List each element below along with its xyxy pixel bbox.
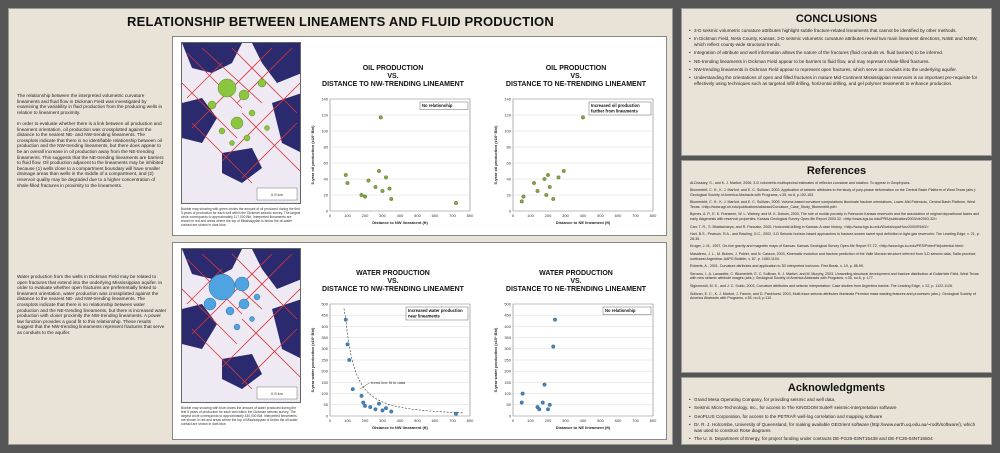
data-point: [557, 176, 561, 180]
data-point: [551, 197, 555, 201]
reference-text: Byrnes, A. P., E. K. Franseen, W. L. Watney, and M. K. Dubois, 2003, The role of moldic porosity in Paleozoic Kansas reservoirs and the association of original depositional facies and early diagenesis with reservoir properties: Kansas Geological Survey Open-file Report 2003-32. <http://www.kgs.ku.edu/PRS/publication/2003/ofr2003-32/>: [690, 212, 980, 221]
data-point: [543, 177, 547, 181]
y-tick-label: 60: [323, 160, 328, 166]
y-tick-label: 200: [504, 368, 511, 374]
data-point: [520, 401, 524, 405]
reference-item: [682, 244, 991, 248]
reference-text: Masaferro, J. L., M. Bulnes, J. Poblet, and N. Casson, 2003, Kinematic evolution and fracture prediction of the Valle Morado structure inferred from 3-D seismic data, Salta province, northwest Argentina: AAPG Bulletin, v. 87, p. 1083-1104.: [690, 252, 977, 261]
data-point: [553, 318, 557, 322]
x-tick-label: 800: [466, 213, 474, 218]
x-tick-label: 800: [649, 418, 657, 423]
data-point: [389, 197, 393, 201]
conclusion-text: NE-trending lineaments in Dickman Field appear to be barriers to fluid flow, and may represent shale-filled fractures.: [694, 58, 930, 64]
conclusion-item: [682, 75, 991, 86]
oil-ne-plot: [491, 93, 661, 235]
x-tick-label: 700: [632, 213, 639, 218]
reference-text: Blumentritt, C. H., K. J. Marfurt, and E. C. Sullivan, 2003, Application of seismic attributes to the study of poly-phase deformation on the Central Basin Platform of West Texas (abs.): Geological Society of America Abstracts with Programs, v.35, no.6, p.152-153.: [690, 188, 977, 197]
acknowledgments-list: [682, 397, 991, 441]
data-point: [544, 193, 548, 197]
conclusion-text: NW-trending lineaments in Dickman Field appear to represent open fractures, which serve as conduits into the underlying aquifer.: [694, 67, 957, 73]
oil-panel: [172, 36, 667, 236]
data-point: [360, 394, 364, 398]
data-point: [347, 358, 351, 362]
water-bubble-map: [181, 248, 301, 403]
x-tick-label: 0: [511, 418, 515, 423]
references-heading: References: [806, 165, 867, 177]
water-map-graphic: [182, 249, 301, 403]
oil-nw-title-3: DISTANCE TO NW-TRENDING LINEAMENT: [322, 81, 464, 88]
data-point: [389, 410, 393, 414]
y-tick-label: 50: [506, 402, 511, 408]
y-tick-label: 140: [321, 96, 328, 102]
data-point: [521, 392, 525, 396]
bullet-icon: •: [689, 422, 691, 428]
data-point: [537, 407, 541, 411]
main-panel: [8, 8, 673, 445]
data-point: [351, 387, 355, 391]
reference-text: Kruger, J. M., 1997, On-line gravity and magnetic maps of Kansas: Kansas Geological Survey Open-file Report 97-72, <http://www.kgs.ku.edu/PRS/PotenFld/potential.html>: [690, 244, 964, 249]
conclusion-item: [682, 28, 991, 33]
water-map-caption: Bubble map showing with blue circles the amount of water produced during the first 5 years of production for each well within the Dickman seismic survey. The largest circle corresponds to approximately 430,000 Bbl. Interpreted lineaments are shown in red and areas where the top of Mississippian is below the oil-water contact are shown in dark blue.: [181, 406, 298, 426]
bullet-icon: •: [689, 28, 691, 33]
acknowledgments-box: [681, 377, 992, 445]
x-tick-label: 500: [597, 418, 604, 423]
data-point: [546, 407, 550, 411]
water-ne-chart: [491, 270, 661, 440]
conclusions-box: [681, 8, 992, 156]
y-tick-label: 50: [323, 402, 328, 408]
poster-title: RELATIONSHIP BETWEEN LINEAMENTS AND FLUID PRODUCTION: [127, 14, 554, 29]
reference-item: [682, 292, 991, 301]
x-tick-label: 400: [396, 418, 404, 423]
y-axis-label: 5-year oil production (x10³ Bbl): [493, 125, 498, 185]
data-point: [541, 401, 545, 405]
reference-item: [682, 264, 991, 268]
water-nw-chart: [308, 270, 478, 440]
y-tick-label: 80: [506, 144, 511, 150]
y-tick-label: 100: [504, 128, 511, 134]
plot-area: [330, 99, 470, 211]
x-tick-label: 200: [544, 418, 552, 423]
data-point: [379, 116, 383, 120]
reference-item: [682, 212, 991, 221]
water-ne-title-1: WATER PRODUCTION: [539, 270, 613, 277]
x-tick-label: 600: [431, 418, 439, 423]
y-tick-label: 0: [325, 208, 328, 214]
y-tick-label: 250: [504, 357, 511, 363]
reference-item: [682, 272, 991, 281]
y-tick-label: 150: [504, 379, 511, 385]
water-panel: [172, 242, 667, 440]
data-point: [377, 169, 381, 173]
y-tick-label: 0: [508, 413, 511, 419]
conclusion-item: [682, 50, 991, 55]
water-nw-title-2: VS.: [387, 278, 399, 285]
y-tick-label: 400: [504, 323, 511, 329]
data-point: [363, 195, 367, 199]
acknowledgment-text: GeoPLUS Corporation, for access to the PETRA® well-log correlation and mapping software: [694, 413, 883, 419]
data-point: [344, 318, 348, 322]
data-point: [454, 412, 458, 416]
reference-item: [682, 188, 991, 197]
x-axis-label: Distance to NE lineament (ft): [555, 220, 611, 225]
x-tick-label: 500: [597, 213, 604, 218]
reference-text: Carr, T. R., S. Bhattacharya, and R. Pancake, 2000, Horizontal drilling in Kansas: A case history, <http://www.kgs.ku.edu/Workshops/Horz2000/R640/>: [690, 224, 929, 229]
y-axis-label: 5-year oil production (x10³ Bbl): [310, 125, 315, 185]
y-tick-label: 450: [504, 312, 511, 318]
acknowledgment-item: [682, 414, 991, 419]
y-tick-label: 140: [504, 96, 511, 102]
x-tick-label: 600: [431, 213, 439, 218]
y-tick-label: 20: [506, 192, 511, 198]
x-tick-label: 300: [379, 418, 386, 423]
y-tick-label: 40: [323, 176, 328, 182]
bullet-icon: •: [689, 58, 691, 64]
reference-text: Sullivan, E. C., K. J. Marfurt, J. Fannin, and D. Pankhurst, 2003, Multi-trace seismic attributes illuminate Permian mass wasting features and processes (abs.): Geological Society of America Abstracts with Programs, v.35, no.6, p.110.: [690, 292, 976, 301]
x-tick-label: 0: [511, 213, 515, 218]
water-map-scale: 0.5 km: [270, 391, 284, 396]
y-axis-label: 5-year water production (x10³ Bbl): [493, 327, 498, 393]
x-tick-label: 300: [379, 213, 386, 218]
data-point: [551, 345, 555, 349]
conclusion-text: Integration of attribute and well information allows the nature of the fractures (fluid conduits vs. fluid barriers) to be inferred.: [694, 50, 944, 56]
reference-text: Hart, B.S., Pearson, R.A., and Rawling, G.C., 2002, 3-D Seismic horizon-based approaches to fracture-swarm sweet spot definition in tight-gas reservoirs: The Leading Edge, v. 21, p. 28-35.: [690, 232, 980, 241]
bullet-icon: •: [689, 397, 691, 402]
data-point: [388, 187, 392, 191]
acknowledgment-text: The U. S. Department of Energy, for project funding under contracts DE-FG26-03NT15438 and DE-FC26-04NT15504: [694, 436, 933, 442]
x-tick-label: 700: [632, 418, 639, 423]
data-point: [374, 185, 378, 189]
y-tick-label: 350: [321, 335, 328, 340]
reference-text: Al-Dossary, S., and K. J. Marfurt, 2006, 3-D volumetric multispectral estimates of reflector curvature and rotation: To appear in Geophysics.: [690, 180, 911, 185]
conclusion-text: In Dickman Field, Ness County, Kansas, 3-D seismic volumetric curvature attributes reveal two main lineament directions, N45E and N45W, which reflect county-wide structural trends.: [694, 36, 978, 47]
y-tick-label: 100: [321, 391, 328, 396]
oil-discussion-text: The relationship between the interpreted volumetric curvature lineaments and fluid flow in Dickman Field was investigated by examining the variability in fluid production from the producing wells in relation to lineament proximity. In order to evaluate whether there is a link between oil production and lineament orientation, oil production was crossplotted against the distance to the nearest NE- and NW-trending lineaments. The crossplots indicate that there is no identifiable relationship between oil production and the NW-trending lineaments, but there does appear to be an overall increase in oil production away from the NE-trending lineaments. This suggests that the NE-trending lineaments are barriers to fluid flow. Oil production adjacent to the lineaments may be inhibited because (1) wells close to a compartment boundary will have smaller drainage areas than wells in the middle of a compartment, and (2) reservoir quality may be degraded due to a higher concentration of shale-filled fractures in proximity to the lineaments.: [17, 93, 164, 188]
data-point: [368, 405, 372, 409]
y-tick-label: 0: [508, 208, 511, 214]
water-discussion-text: Water production from the wells in Dickman Field may be related to open fractures that extend into the underlying Mississippian aquifer. In order to evaluate whether open fractures are preferentially linked to lineament orientation, water production was crossplotted against the distance to the nearest NE- and NW-trending lineaments. The crossplots indicate that there is no relationship between water production and the NE-trending lineaments, but there is increased water production with closer proximity the NW-trending lineaments. A power law function provides a good fit to this relationship. These results suggest that the NW-trending lineaments represent fractures that serve as conduits to the aquifer.: [17, 274, 167, 335]
acknowledgment-text: Seismic Micro-Technology, Inc., for access to The KINGDOM Suite® seismic-interpretation software: [694, 405, 897, 411]
y-tick-label: 300: [504, 346, 511, 352]
x-tick-label: 800: [649, 213, 657, 218]
x-tick-label: 100: [527, 418, 534, 423]
acknowledgment-item: [682, 436, 991, 441]
reference-text: Blumentritt, C. H., K. J. Marfurt, and E. C. Sullivan, 2005, Volume-based curvature computations illuminate fracture orientations, Lower-Mid Paleozoic, Central Basin Platform, West Texas. <http://www.agl.uh.edu/publications/abstract/Curvature_Case_Study_Blumentritt.pdf>: [690, 200, 976, 209]
y-tick-label: 80: [323, 144, 328, 150]
x-tick-label: 0: [328, 213, 332, 218]
data-point: [384, 176, 388, 180]
data-point: [536, 189, 540, 193]
x-tick-label: 400: [579, 418, 587, 423]
data-point: [361, 401, 365, 405]
x-tick-label: 100: [344, 213, 351, 218]
water-ne-title-3: DISTANCE TO NE-TRENDING LINEAMENT: [505, 286, 647, 293]
acknowledgment-item: [682, 422, 991, 433]
x-tick-label: 0: [328, 418, 332, 423]
conclusion-text: Understanding the orientations of open and filled fractures in mature Mid-Continent Mississippian reservoirs is an important pre-requisite for effectively using techniques such as targeted infill drilling, horizontal drilling, and gel polymer treatments to enhance production.: [694, 75, 978, 86]
reference-item: [682, 225, 991, 229]
data-point: [374, 407, 378, 411]
x-tick-label: 800: [466, 418, 474, 423]
data-point: [454, 201, 458, 205]
y-tick-label: 400: [321, 323, 328, 329]
annotation-text: No relationship: [422, 103, 453, 108]
trend-label: trend line fit to data: [371, 379, 406, 385]
x-axis-label: Distance to NW lineament (ft): [372, 220, 428, 225]
data-point: [346, 343, 350, 347]
y-tick-label: 0: [325, 413, 328, 419]
acknowledgment-item: [682, 405, 991, 410]
annotation-text: Increased water production: [408, 308, 463, 313]
y-tick-label: 300: [321, 346, 328, 352]
bullet-icon: •: [689, 405, 691, 411]
reference-item: [682, 284, 991, 288]
conclusion-item: [682, 59, 991, 64]
annotation-text: No relationship: [605, 308, 636, 313]
data-point: [363, 404, 367, 408]
y-axis-label: 5-year water production (x10³ Bbl): [310, 327, 315, 393]
y-tick-label: 250: [321, 357, 328, 363]
x-axis-label: Distance to NE lineament (ft): [555, 425, 611, 430]
annotation-text: Increased oil production: [591, 103, 640, 108]
conclusion-item: [682, 67, 991, 72]
water-nw-plot: [308, 298, 478, 440]
annotation-text: near lineaments: [408, 313, 440, 319]
water-ne-title-2: VS.: [570, 278, 582, 285]
acknowledgment-text: Grand Mesa Operating Company, for providing seismic and well data.: [694, 397, 836, 402]
data-point: [381, 409, 385, 413]
oil-ne-title-2: VS.: [570, 73, 582, 80]
conclusion-text: 3-D seismic volumetric curvature attributes highlight subtle fracture-related lineaments that cannot be identified by other methods.: [694, 28, 957, 33]
x-tick-label: 400: [396, 213, 404, 218]
bullet-icon: •: [689, 413, 691, 419]
bullet-icon: •: [689, 75, 691, 81]
x-tick-label: 200: [544, 213, 552, 218]
conclusions-list: [682, 28, 991, 86]
reference-item: [682, 181, 991, 185]
x-axis-label: Distance to NW lineament (ft): [372, 425, 428, 430]
y-tick-label: 500: [321, 301, 328, 307]
oil-ne-title-3: DISTANCE TO NE-TRENDING LINEAMENT: [505, 81, 647, 88]
acknowledgments-heading: Acknowledgments: [787, 382, 886, 394]
data-point: [381, 189, 385, 193]
x-tick-label: 200: [361, 418, 369, 423]
reference-item: [682, 252, 991, 261]
x-tick-label: 100: [527, 213, 534, 218]
y-tick-label: 120: [321, 112, 328, 118]
data-point: [384, 406, 388, 410]
x-tick-label: 300: [562, 418, 569, 423]
y-tick-label: 200: [321, 368, 328, 374]
y-tick-label: 100: [321, 128, 328, 134]
water-nw-title-1: WATER PRODUCTION: [356, 270, 430, 277]
references-list: [682, 181, 991, 301]
data-point: [532, 181, 536, 185]
water-ne-plot: [491, 298, 661, 440]
oil-bubble-map: [181, 42, 301, 204]
conclusions-heading: CONCLUSIONS: [795, 13, 878, 25]
data-point: [548, 403, 552, 407]
oil-map-caption: Bubble map showing with green circles the amount of oil produced during the first 5 years of production for each well within the Dickman seismic survey. The largest circle corresponds to approximately 117,000 Bbl. Interpreted lineaments are shown in red and areas where the top of Mississippian is below the oil-water contact are shown in dark blue.: [181, 207, 301, 227]
bullet-icon: •: [689, 67, 691, 73]
data-point: [377, 402, 381, 406]
bullet-icon: •: [689, 50, 691, 56]
x-tick-label: 600: [614, 418, 622, 423]
reference-text: Roberts, A., 2001, Curvature attributes and application to 3D interpreted horizons: First Break, v. 19, p. 85-99.: [690, 264, 864, 269]
oil-ne-title-1: OIL PRODUCTION: [545, 65, 607, 72]
y-tick-label: 40: [506, 176, 511, 182]
data-point: [367, 179, 371, 183]
y-tick-label: 20: [323, 192, 328, 198]
data-point: [520, 200, 524, 204]
y-tick-label: 150: [321, 379, 328, 385]
data-point: [543, 383, 547, 387]
oil-nw-title-1: OIL PRODUCTION: [362, 65, 424, 72]
data-point: [346, 181, 350, 185]
bullet-icon: •: [689, 36, 691, 42]
bullet-icon: •: [689, 436, 691, 442]
y-tick-label: 120: [504, 112, 511, 118]
y-tick-label: 100: [504, 391, 511, 396]
annotation-text: farther from lineaments: [591, 108, 638, 114]
x-tick-label: 700: [449, 213, 456, 218]
data-point: [562, 169, 566, 173]
x-tick-label: 200: [361, 213, 369, 218]
x-tick-label: 600: [614, 213, 622, 218]
reference-text: Serrano, I., A. Lacazette, C. Blumentritt, E. C. Sullivan, K. J. Marfurt, and M. Murphy, 2003, Unraveling structural development and fracture distribution at Dollarhide Field, West Texas with new seismic attribute images (abs.): Geological Society of America Abstracts with Programs, v.35, no.6, p. 177.: [690, 272, 979, 281]
oil-map-graphic: [182, 43, 301, 204]
oil-map-scale: 0.5 km: [270, 192, 284, 197]
y-tick-label: 500: [504, 301, 511, 307]
reference-item: [682, 232, 991, 241]
oil-nw-chart: [308, 65, 478, 235]
data-point: [581, 116, 585, 120]
acknowledgment-text: Dr. R. J. Holcombe, University of Queensland, for making available GEOrient software (http://www.earth.uq.edu.au/~rodh/software/), which was used to construct Rose diagrams: [694, 422, 976, 433]
reference-item: [682, 200, 991, 209]
data-point: [344, 173, 348, 177]
x-tick-label: 500: [414, 213, 421, 218]
data-point: [548, 185, 552, 189]
oil-nw-plot: [308, 93, 478, 235]
x-tick-label: 700: [449, 418, 456, 423]
conclusion-item: [682, 36, 991, 47]
reference-text: Sigismondi, M. E., and J. C. Soldo, 2003, Curvature attributes and seismic interpretation: Case studies from Argentina basins: The Leading Edge, v. 22, p. 1122-1126.: [690, 284, 954, 289]
y-tick-label: 450: [321, 312, 328, 318]
data-point: [522, 195, 526, 199]
data-point: [360, 193, 364, 197]
water-nw-title-3: DISTANCE TO NW-TRENDING LINEAMENT: [322, 286, 464, 293]
oil-nw-title-2: VS.: [387, 73, 399, 80]
x-tick-label: 500: [414, 418, 421, 423]
acknowledgment-item: [682, 397, 991, 402]
x-tick-label: 400: [579, 213, 587, 218]
y-tick-label: 350: [504, 335, 511, 340]
x-tick-label: 100: [344, 418, 351, 423]
oil-ne-chart: [491, 65, 661, 235]
y-tick-label: 60: [506, 160, 511, 166]
references-box: [681, 160, 992, 373]
data-point: [546, 173, 550, 177]
x-tick-label: 300: [562, 213, 569, 218]
